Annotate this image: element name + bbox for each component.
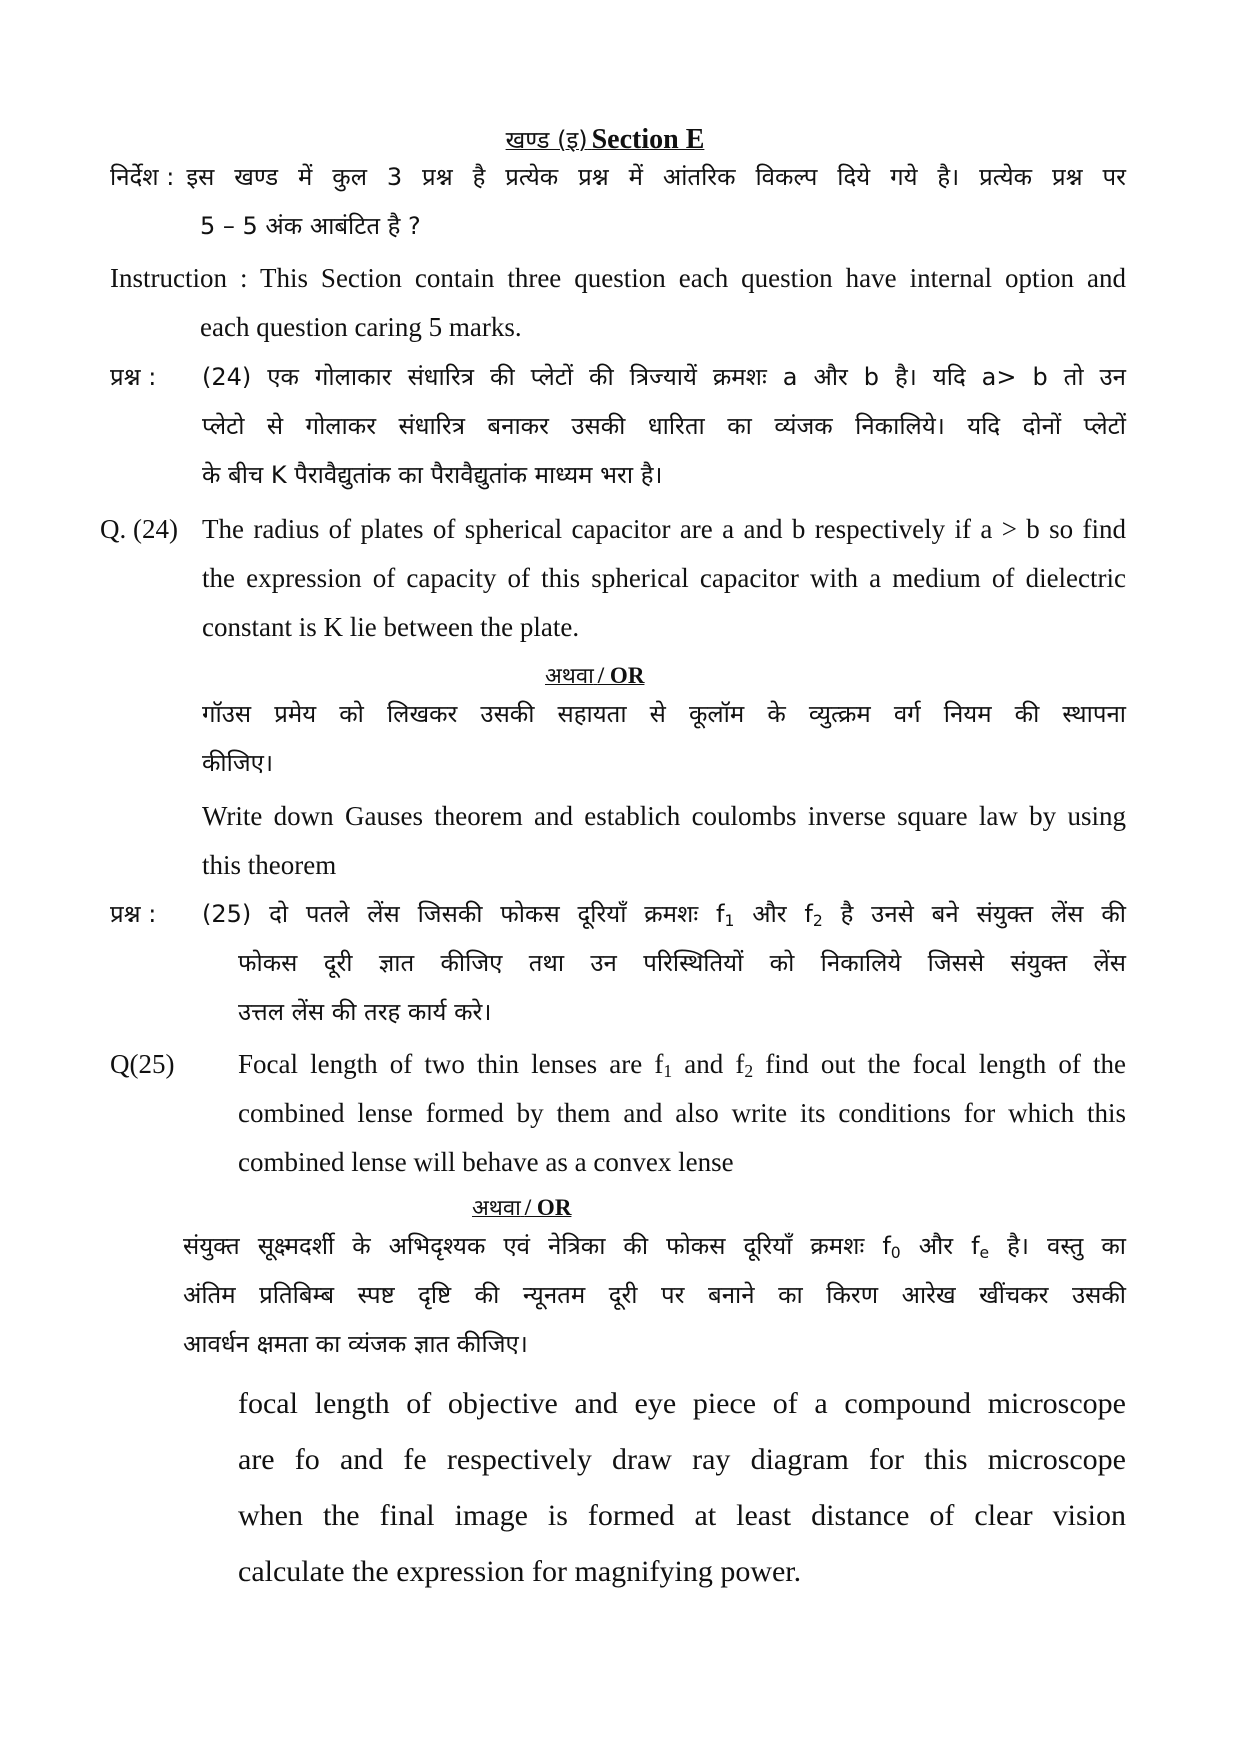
q25-hindi-line-1 bbox=[110, 890, 1126, 939]
q25-hindi-label: प्रश्न : bbox=[110, 900, 157, 928]
q25-alt-hindi-line-3: आवर्धन क्षमता का व्यंजक ज्ञात कीजिए। bbox=[183, 1330, 528, 1358]
q24-alt-hindi bbox=[202, 690, 1126, 788]
q25-alt-hindi-text-1b: और f bbox=[900, 1232, 980, 1260]
q25-english-line-1 bbox=[110, 1040, 1126, 1089]
q24-hindi-line-1 bbox=[110, 353, 1126, 402]
q24-english-text-1: The radius of plates of spherical capacitor are a and b respectively if a > b so find bbox=[202, 514, 1126, 544]
instruction-english-line-2: each question caring 5 marks. bbox=[200, 312, 522, 342]
q24-alt-english-line-2: this theorem bbox=[202, 850, 337, 880]
q25-english-line-3: combined lense will behave as a convex lense bbox=[238, 1147, 734, 1177]
q24-or-english: / OR bbox=[597, 663, 645, 688]
q25-alt-english-line-2: are fo and fe respectively draw ray diagram for this microscope bbox=[238, 1443, 1126, 1476]
q25-hindi-text-1a: (25) दो पतले लेंस जिसकी फोकस दूरियाँ क्रमशः f bbox=[202, 900, 725, 928]
q24-hindi-label: प्रश्न : bbox=[110, 363, 157, 391]
q25-english-sub-1: 1 bbox=[663, 1061, 673, 1081]
q24-hindi-line-3: के बीच K पैरावैद्युतांक का पैरावैद्युतांक माध्यम भरा है। bbox=[202, 461, 663, 489]
q24-alt-english-line-1: Write down Gauses theorem and establich coulombs inverse square law by using bbox=[202, 801, 1126, 831]
q24-hindi-line-2: प्लेटो से गोलाकर संधारित्र बनाकर उसकी धारिता का व्यंजक निकालिये। यदि दोनों प्लेटों bbox=[202, 412, 1126, 440]
instruction-hindi-line-2: 5 – 5 अंक आबंटित है ? bbox=[200, 212, 421, 240]
section-heading-english: Section E bbox=[591, 124, 705, 155]
instruction-english-line-1: Instruction : This Section contain three question each question have internal option and bbox=[110, 263, 1126, 293]
q24-or-heading bbox=[545, 660, 644, 692]
q24-alt-english bbox=[202, 792, 1126, 890]
q25-english-sub-2: 2 bbox=[744, 1061, 754, 1081]
q25-hindi-text-1b: और f bbox=[734, 900, 813, 928]
q25-alt-hindi-text-1a: संयुक्त सूक्ष्मदर्शी के अभिदृश्यक एवं नेत्रिका की फोकस दूरियाँ क्रमशः f bbox=[183, 1232, 891, 1260]
q24-english-line-3: constant is K lie between the plate. bbox=[202, 612, 580, 642]
q25-english bbox=[110, 1040, 1126, 1187]
q25-alt-english-line-1: focal length of objective and eye piece of a compound microscope bbox=[238, 1387, 1126, 1420]
q25-english-text-1 bbox=[238, 1040, 1126, 1089]
q25-or-heading bbox=[472, 1192, 571, 1224]
q25-alt-english-line-4: calculate the expression for magnifying power. bbox=[238, 1555, 802, 1588]
instruction-english bbox=[110, 254, 1126, 352]
q25-english-line-2: combined lense formed by them and also write its conditions for which this bbox=[238, 1098, 1126, 1128]
instruction-hindi-label: निर्देश : bbox=[110, 163, 175, 191]
q24-hindi bbox=[110, 353, 1126, 500]
q25-alt-hindi-sub-1: 0 bbox=[890, 1244, 901, 1262]
instruction-hindi-text-1: इस खण्ड में कुल 3 प्रश्न है प्रत्येक प्रश्न में आंतरिक विकल्प दिये गये है। प्रत्येक प्रश्न पर bbox=[186, 163, 1126, 191]
q25-alt-english-line-3: when the final image is formed at least distance of clear vision bbox=[238, 1499, 1126, 1532]
q25-alt-hindi-line-1 bbox=[183, 1222, 1126, 1271]
q25-english-text-1b: and f bbox=[672, 1049, 745, 1079]
q25-or-english: / OR bbox=[524, 1195, 572, 1220]
q25-alt-hindi bbox=[183, 1222, 1126, 1369]
q25-hindi-sub-2: 2 bbox=[812, 912, 823, 930]
q24-alt-hindi-line-1: गॉउस प्रमेय को लिखकर उसकी सहायता से कूलॉम के व्युत्क्रम वर्ग नियम की स्थापना bbox=[202, 700, 1126, 728]
q25-hindi-text-1c: है उनसे बने संयुक्त लेंस की bbox=[822, 900, 1127, 928]
q25-english-label: Q(25) bbox=[110, 1049, 175, 1079]
q25-alt-hindi-line-2: अंतिम प्रतिबिम्ब स्पष्ट दृष्टि की न्यूनतम दूरी पर बनाने का किरण आरेख खींचकर उसकी bbox=[183, 1281, 1126, 1309]
q25-alt-english bbox=[238, 1376, 1126, 1600]
instruction-hindi-line-1 bbox=[110, 153, 1126, 202]
q24-alt-hindi-line-2: कीजिए। bbox=[202, 749, 274, 777]
section-heading-hindi: खण्ड (इ) bbox=[505, 126, 588, 154]
q25-english-text-1c: find out the focal length of the bbox=[753, 1049, 1126, 1079]
q25-hindi-line-2: फोकस दूरी ज्ञात कीजिए तथा उन परिस्थितियों को निकालिये जिससे संयुक्त लेंस bbox=[238, 949, 1126, 977]
q24-hindi-text-1: (24) एक गोलाकार संधारित्र की प्लेटों की त्रिज्यायें क्रमशः a और b है। यदि a> b तो उन bbox=[202, 363, 1127, 391]
instruction-hindi bbox=[110, 153, 1126, 251]
q25-hindi-line-3: उत्तल लेंस की तरह कार्य करे। bbox=[238, 998, 492, 1026]
q25-hindi-sub-1: 1 bbox=[724, 912, 735, 930]
q25-hindi bbox=[110, 890, 1126, 1037]
q24-english bbox=[100, 505, 1126, 652]
q24-or-hindi: अथवा bbox=[545, 664, 594, 689]
q25-alt-hindi-text-1c: है। वस्तु का bbox=[989, 1232, 1126, 1260]
q24-english-line-2: the expression of capacity of this spherical capacitor with a medium of dielectric bbox=[202, 563, 1126, 593]
q25-english-text-1a: Focal length of two thin lenses are f bbox=[238, 1049, 664, 1079]
q25-or-hindi: अथवा bbox=[472, 1196, 521, 1221]
q24-english-label: Q. (24) bbox=[100, 514, 178, 544]
q25-alt-hindi-sub-2: e bbox=[979, 1244, 990, 1262]
q24-english-line-1 bbox=[100, 505, 1126, 554]
q25-hindi-text-1 bbox=[202, 890, 1126, 939]
